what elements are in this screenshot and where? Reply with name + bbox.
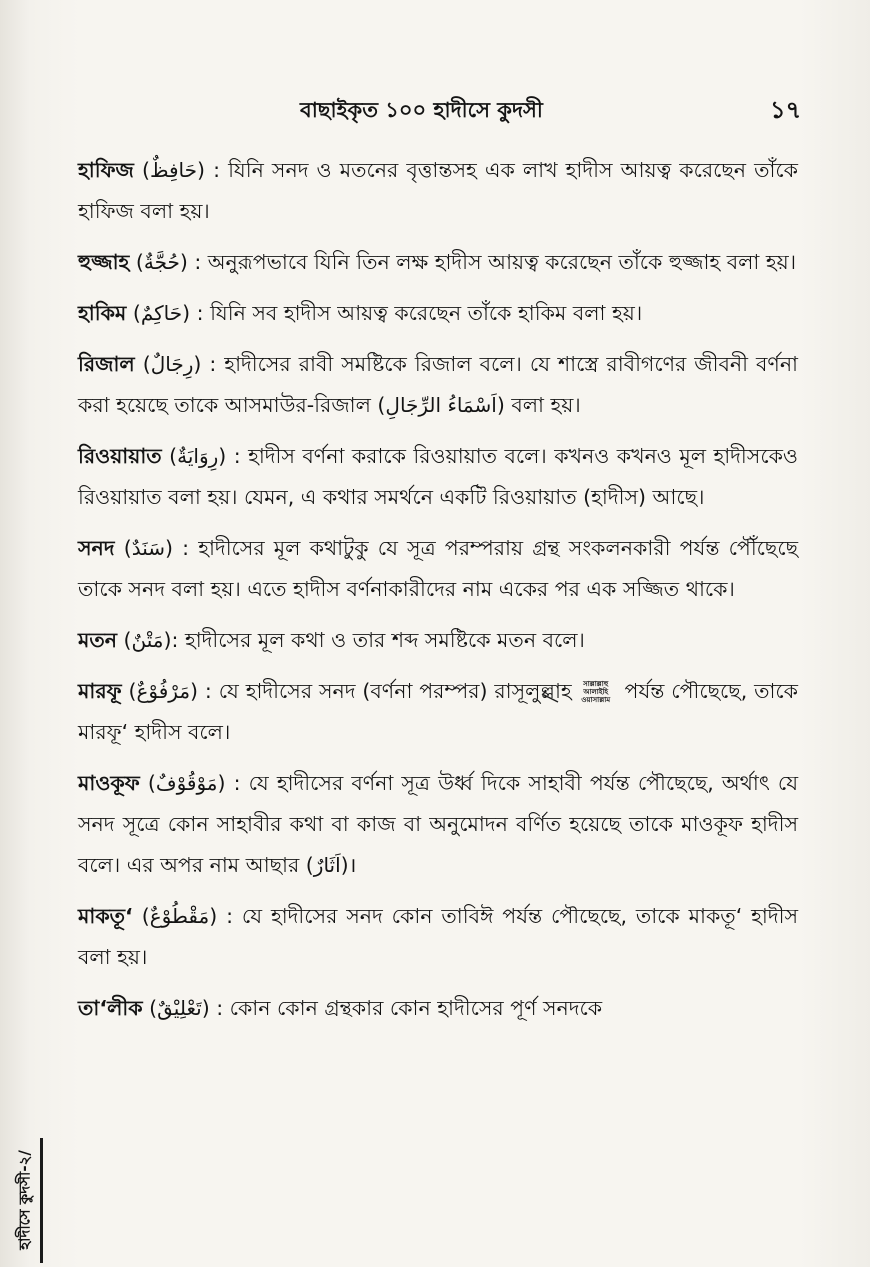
arabic-term: رِجَالٌ <box>150 352 194 376</box>
side-running-tab <box>6 1138 46 1263</box>
definition-end: পর্যন্ত পৌছেছে, তাকে মারফূ‘ হাদীস বলে। <box>78 679 798 744</box>
arabic-term: تَعْلِيْقٌ <box>157 996 202 1020</box>
entry-mawquf: মাওকূফ (مَوْقُوْفٌ) : যে হাদীসের বর্ণনা সূত্র উর্ধ্ব দিকে সাহাবী পর্যন্ত পৌছেছে, অর্থাৎ যে সনদ সূত্রে কোন সাহাবীর কথা বা কাজ বা অনুমোদন বর্ণিত হয়েছে তাকে মাওকূফ হাদীস বলে। এর অপর নাম আছার (اَثَارٌ)। <box>78 771 798 877</box>
arabic-term: مَرْفُوْعٌ <box>136 679 191 703</box>
entry-hafiz: হাফিজ (حَافِظٌ) : যিনি সনদ ও মতনের বৃত্তান্তসহ এক লাখ হাদীস আয়ত্ব করেছেন তাঁকে হাফিজ বলা হয়। <box>78 158 798 223</box>
term: তা‘লীক <box>78 996 143 1020</box>
entry-maqtu: মাকতূ‘ (مَقْطُوْعٌ) : যে হাদীসের সনদ কোন তাবিঈ পর্যন্ত পৌছেছে, তাকে মাকতূ‘ হাদীস বলা হয়। <box>78 904 798 969</box>
term: মাকতূ‘ <box>78 904 133 928</box>
entry-taliq: তা‘লীক (تَعْلِيْقٌ) : কোন কোন গ্রন্থকার কোন হাদীসের পূর্ণ সনদকে <box>78 996 603 1020</box>
term: রিওয়ায়াত <box>78 444 162 468</box>
print-mark-decoration <box>540 692 560 704</box>
term: রিজাল <box>78 352 135 376</box>
arabic-term: سَنَدٌ <box>131 536 166 560</box>
header-title: বাছাইকৃত ১০০ হাদীসে কুদসী <box>300 98 543 122</box>
term: হাকিম <box>78 301 127 325</box>
definition: : যিনি সনদ ও মতনের বৃত্তান্তসহ এক লাখ হাদীস আয়ত্ব করেছেন তাঁকে হাফিজ বলা হয়। <box>78 158 798 223</box>
page-number: ১৭ <box>770 96 802 124</box>
salawat-line: আলাইহি <box>583 688 609 696</box>
side-tab-label: হাদীসে কুদসী-২/ <box>15 1150 34 1250</box>
arabic-term-secondary: اَسْمَاءُ الرِّجَالِ <box>385 393 497 417</box>
salawat-line: ওয়াসাল্লাম <box>581 696 611 704</box>
definition: : কোন কোন গ্রন্থকার কোন হাদীসের পূর্ণ সনদকে <box>209 996 603 1020</box>
definition: : যিনি সব হাদীস আয়ত্ব করেছেন তাঁকে হাকিম বলা হয়। <box>190 301 643 325</box>
term: হাফিজ <box>78 158 134 182</box>
arabic-term: مَوْقُوْفٌ <box>155 771 218 795</box>
definition: : অনুরূপভাবে যিনি তিন লক্ষ হাদীস আয়ত্ব করেছেন তাঁকে হুজ্জাহ বলা হয়। <box>187 250 797 274</box>
definition-end: ) বলা হয়। <box>496 393 581 417</box>
term: মারফূ <box>78 679 122 703</box>
glossary-content <box>78 150 798 1039</box>
entry-sanad: সনদ (سَنَدٌ) : হাদীসের মূল কথাটুকু যে সূত্র পরম্পরায় গ্রন্থ সংকলনকারী পর্যন্ত পৌঁছেছে তাকে সনদ বলা হয়। এতে হাদীস বর্ণনাকারীদের নাম একের পর এক সজ্জিত থাকে। <box>78 536 799 601</box>
entry-riwayat: রিওয়ায়াত (رِوَايَةٌ) : হাদীস বর্ণনা করাকে রিওয়ায়াত বলে। কখনও কখনও মূল হাদীসকেও রিওয়ায়াত বলা হয়। যেমন, এ কথার সমর্থনে একটি রিওয়ায়াত (হাদীস) আছে। <box>78 444 799 509</box>
entry-rijal: রিজাল (رِجَالٌ) : হাদীসের রাবী সমষ্টিকে রিজাল বলে। যে শাস্ত্রে রাবীগণের জীবনী বর্ণনা করা হয়েছে তাকে আসমাউর-রিজাল (اَسْمَاءُ الرِّجَالِ) বলা হয়। <box>78 352 799 417</box>
definition-end: )। <box>340 853 357 877</box>
salawat-line: সাল্লাল্লাহু <box>583 680 609 688</box>
entry-hakim: হাকিম (حَاكِمٌ) : যিনি সব হাদীস আয়ত্ব করেছেন তাঁকে হাকিম বলা হয়। <box>78 301 643 325</box>
arabic-term: حَاكِمٌ <box>140 301 183 325</box>
arabic-term: مَتْنٌ <box>131 628 164 652</box>
term: সনদ <box>78 536 115 560</box>
term: মাওকূফ <box>78 771 140 795</box>
arabic-term-secondary: اَثَارٌ <box>313 853 341 877</box>
definition: : হাদীসের রাবী সমষ্টিকে রিজাল বলে। যে শাস্ত্রে রাবীগণের জীবনী বর্ণনা করা হয়েছে তাকে আসমাউর-রিজাল ( <box>78 352 799 417</box>
term: হুজ্জাহ <box>78 250 130 274</box>
arabic-term: مَقْطُوْعٌ <box>149 904 210 928</box>
definition: : যে হাদীসের সনদ (বর্ণনা পরম্পর) রাসূলুল্লাহ <box>198 679 572 703</box>
entry-marfu: মারফূ (مَرْفُوْعٌ) : যে হাদীসের সনদ (বর্ণনা পরম্পর) রাসূলুল্লাহ সাল্লাল্লাহু আলাইহি ওয়াসাল্লাম পর্যন্ত পৌছেছে, তাকে মারফূ‘ হাদীস বলে। <box>78 679 798 744</box>
term: মতন <box>78 628 118 652</box>
definition: : হাদীসের মূল কথা ও তার শব্দ সমষ্টিকে মতন বলে। <box>171 628 585 652</box>
definition: : যে হাদীসের বর্ণনা সূত্র উর্ধ্ব দিকে সাহাবী পর্যন্ত পৌছেছে, অর্থাৎ যে সনদ সূত্রে কোন সাহাবীর কথা বা কাজ বা অনুমোদন বর্ণিত হয়েছে তাকে মাওকূফ হাদীস বলে। এর অপর নাম আছার ( <box>78 771 798 877</box>
definition: : হাদীসের মূল কথাটুকু যে সূত্র পরম্পরায় গ্রন্থ সংকলনকারী পর্যন্ত পৌঁছেছে তাকে সনদ বলা হয়। এতে হাদীস বর্ণনাকারীদের নাম একের পর এক সজ্জিত থাকে। <box>78 536 799 601</box>
arabic-term: حُجَّةٌ <box>143 250 180 274</box>
entry-matan: মতন (مَتْنٌ): হাদীসের মূল কথা ও তার শব্দ সমষ্টিকে মতন বলে। <box>78 628 585 652</box>
side-tab-rule <box>40 1138 43 1263</box>
entry-hujjah: হুজ্জাহ (حُجَّةٌ) : অনুরূপভাবে যিনি তিন লক্ষ হাদীস আয়ত্ব করেছেন তাঁকে হুজ্জাহ বলা হয়। <box>78 250 797 274</box>
definition: : যে হাদীসের সনদ কোন তাবিঈ পর্যন্ত পৌছেছে, তাকে মাকতূ‘ হাদীস বলা হয়। <box>78 904 798 969</box>
arabic-term: رِوَايَةٌ <box>177 444 219 468</box>
running-header <box>0 88 870 128</box>
salawat-symbol <box>574 680 618 704</box>
definition: : হাদীস বর্ণনা করাকে রিওয়ায়াত বলে। কখনও কখনও মূল হাদীসকেও রিওয়ায়াত বলা হয়। যেমন, এ কথার সমর্থনে একটি রিওয়ায়াত (হাদীস) আছে। <box>78 444 799 509</box>
arabic-term: حَافِظٌ <box>149 158 197 182</box>
